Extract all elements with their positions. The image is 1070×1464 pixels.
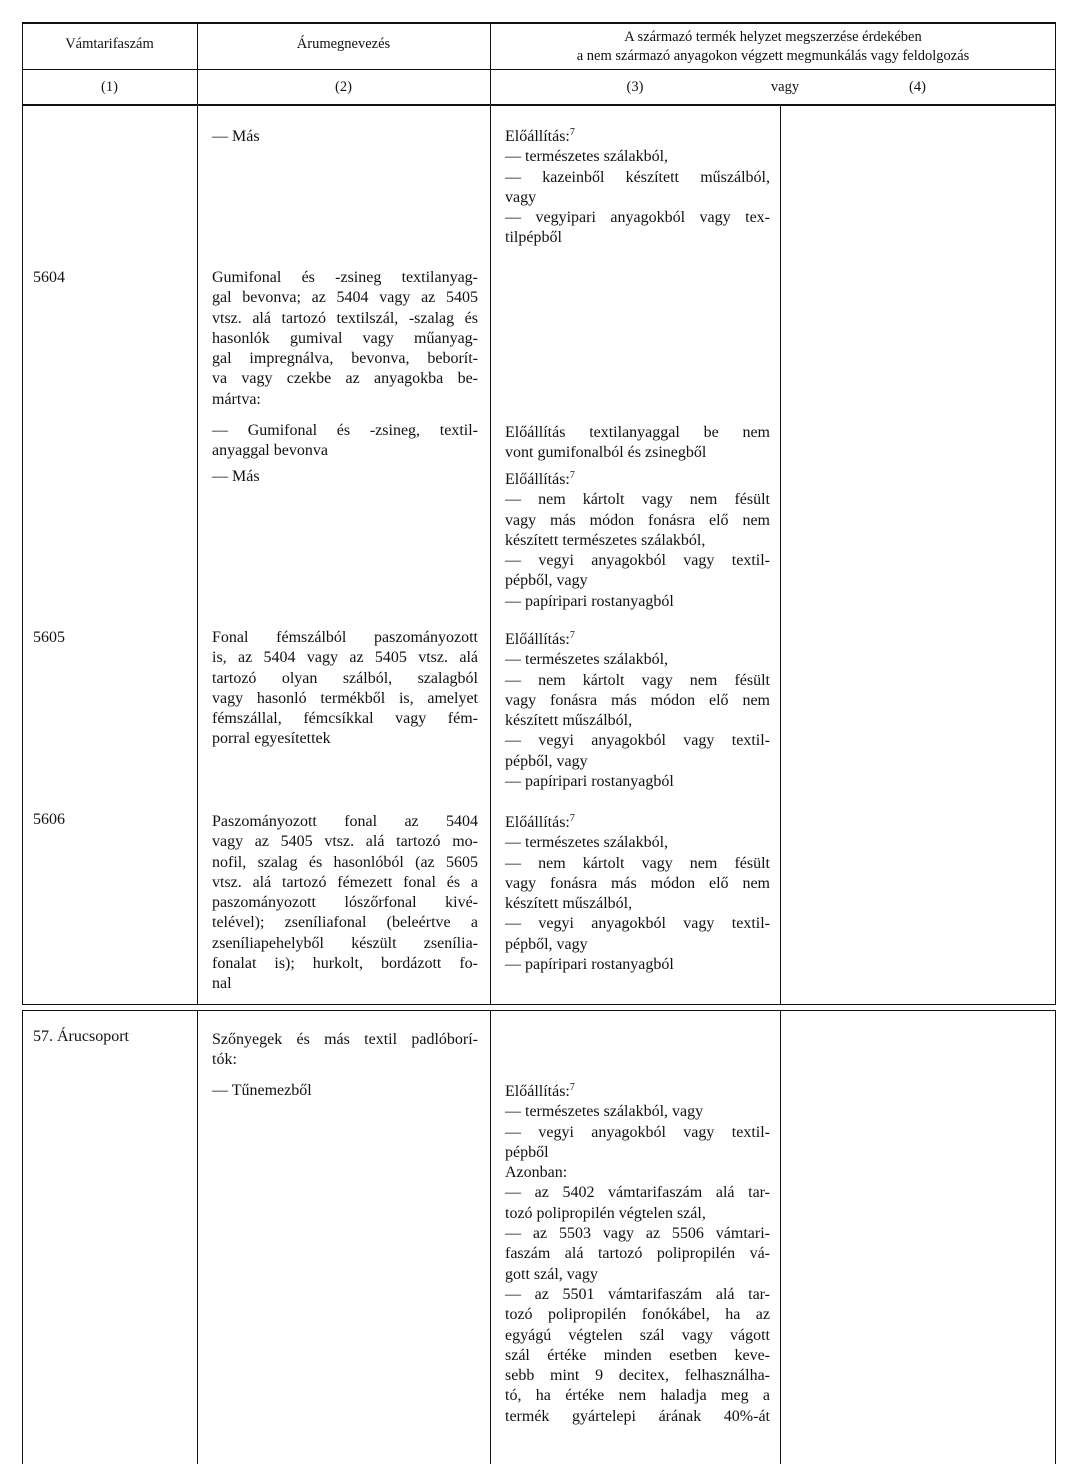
- row0-proc: [505, 127, 770, 249]
- row5606-code: 5606: [33, 811, 65, 828]
- row5604-sub2-proc: Előállítás:$^7$ — nem kártolt vagy nem fésült vagy más módon fonásra elő nem készített természetes szálakból, — vegyi anyagokból vagy textil- pépből, vagy — papíripari rostanyagból: [505, 470, 770, 610]
- row57-code: 57. Árucsoport: [33, 1028, 129, 1045]
- row5604-sub1-proc: Előállítás textilanyaggal be nem vont gumifonalból és zsinegből: [505, 424, 770, 462]
- table-border-top: [22, 22, 1056, 24]
- table-left-border-top: [22, 22, 23, 1004]
- header-col2: Árumegnevezés: [296, 36, 391, 52]
- proc-line: Előállítás:$^7$: [505, 127, 575, 145]
- section-break-line-1: [22, 1004, 1056, 1005]
- row5604-sub1: — Gumifonal és -zsineg, textil- anyaggal bevonva: [212, 422, 478, 460]
- header-bottom: [22, 104, 1056, 106]
- row5606-desc: Paszományozott fonal az 5404 vagy az 5405 vtsz. alá tartozó mo- nofil, szalag és hasonlóból (az 5605 vtsz. alá tartozó fémezett fonal és a paszományozott lószőrfonal kivé- telével); zseníliafonal (beleértve a zseníliapehelyből készült zsenília- fonalat is); hurkolt, bordázott fo- nal: [212, 813, 478, 993]
- col-divider-1-bottom: [197, 1010, 198, 1464]
- proc-line: tilpépből: [505, 229, 562, 247]
- row57-proc: Előállítás:$^7$ — természetes szálakból, vagy — vegyi anyagokból vagy textil- pépből Azonban: — az 5402 vámtarifaszám alá tar- tozó polipropilén végtelen szál, — az 5503 vagy az 5506 vámtari- faszám alá tartozó polipropilén vá- gott szál, vagy — az 5501 vámtarifaszám alá tar- tozó polipropilén fonókábel, ha az egyágú végtelen szál vagy vágott szál értéke minden esetben keve- sebb mint 9 decitex, felhasználha- tó, ha értéke nem haladja meg a termék gyártelepi árának 40%-át: [505, 1082, 770, 1425]
- row57-desc: Szőnyegek és más textil padlóborí- tók:: [212, 1031, 478, 1069]
- row5606-proc: Előállítás:$^7$ — természetes szálakból, — nem kártolt vagy nem fésült vagy fonásra más módon elő nem készített műszálból, — vegyi anyagokból vagy textil- pépből, vagy — papíripari rostanyagból: [505, 813, 770, 974]
- col-divider-2-top: [490, 22, 491, 1004]
- section-break-line-2: [22, 1010, 1056, 1011]
- header-col1: Vámtarifaszám: [65, 36, 154, 52]
- row5604-desc: Gumifonal és -zsineg textilanyag- gal bevonva; az 5404 vagy az 5405 vtsz. alá tartozó textilszál, -szalag és hasonlók gumival vagy műanyag- gal impregnálva, bevonva, beborít- va vagy czekbe az anyagokba be- mártva:: [212, 269, 478, 408]
- row0-desc: — Más: [212, 128, 260, 145]
- header-col34-line1: A származó termék helyzet megszerzése érdekében: [624, 29, 922, 45]
- header-num3: (3): [626, 79, 644, 95]
- col-divider-1-top: [197, 22, 198, 1004]
- proc-line: vagy: [505, 188, 537, 206]
- proc-line: — természetes szálakból,: [505, 148, 669, 166]
- header-col34-line2: a nem származó anyagokon végzett megmunkálás vagy feldolgozás: [576, 48, 970, 64]
- header-num4: (4): [909, 79, 926, 95]
- table-left-border-bottom: [22, 1010, 23, 1464]
- row5605-desc: Fonal fémszálból paszományozott is, az 5404 vagy az 5405 vtsz. alá tartozó olyan szálból, szalagból vagy hasonló termékből is, amelyet fémszállal, fémcsíkkal vagy fém- porral egyesítettek: [212, 629, 478, 748]
- table-right-border-bottom: [1055, 1010, 1056, 1464]
- header-num2: (2): [335, 79, 352, 95]
- header-divider: [22, 69, 1056, 70]
- row5605-code: 5605: [33, 629, 65, 646]
- header-vagy: vagy: [770, 79, 800, 95]
- row5604-sub2: — Más: [212, 468, 260, 485]
- proc-line: — kazeinből készített műszálból,: [505, 168, 770, 186]
- row5604-code: 5604: [33, 269, 65, 286]
- row57-sub1: — Tűnemezből: [212, 1082, 312, 1099]
- col-divider-3-top: [780, 104, 781, 1004]
- row5605-proc: Előállítás:$^7$ — természetes szálakból, — nem kártolt vagy nem fésült vagy fonásra más módon elő nem készített műszálból, — vegyi anyagokból vagy textil- pépből, vagy — papíripari rostanyagból: [505, 630, 770, 791]
- col-divider-3-bottom: [780, 1010, 781, 1464]
- header-num1: (1): [101, 79, 118, 95]
- table-right-border-top: [1055, 22, 1056, 1004]
- proc-line: — vegyipari anyagokból vagy tex-: [505, 209, 770, 227]
- col-divider-2-bottom: [490, 1010, 491, 1464]
